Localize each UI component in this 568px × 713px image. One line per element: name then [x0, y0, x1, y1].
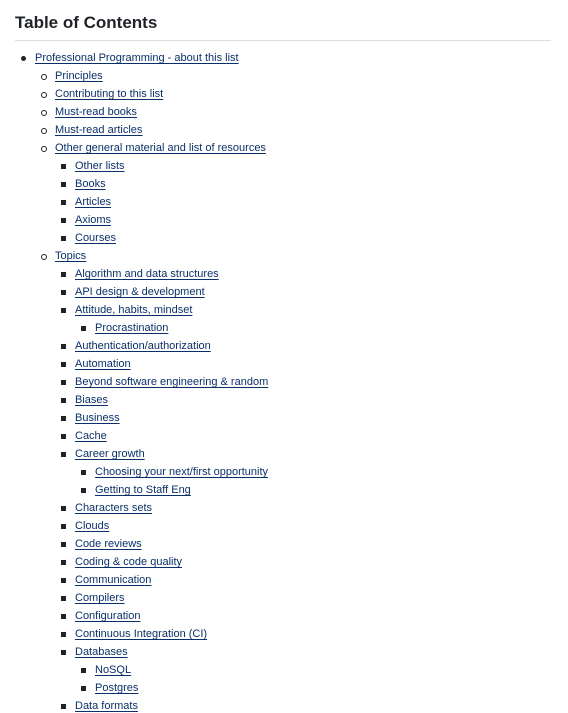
- toc-link-must-read-articles[interactable]: Must-read articles: [55, 124, 143, 136]
- list-bullet-icon: [61, 578, 66, 583]
- toc-link-coding-and-code-quality[interactable]: Coding & code quality: [75, 556, 183, 568]
- toc-link-code-reviews[interactable]: Code reviews: [75, 538, 142, 550]
- toc-item: [55, 231, 551, 245]
- toc-link-getting-to-staff-eng[interactable]: Getting to Staff Eng: [95, 484, 191, 496]
- toc-item: [75, 465, 551, 479]
- list-bullet-icon: [41, 92, 47, 98]
- toc-link-authentication-authorization[interactable]: Authentication/authorization: [75, 340, 211, 352]
- toc-link-beyond-software-engineering-and-random[interactable]: Beyond software engineering & random: [75, 376, 269, 388]
- list-bullet-icon: [61, 236, 66, 241]
- toc-item: [55, 159, 551, 173]
- list-bullet-icon: [81, 326, 86, 331]
- toc-link-books[interactable]: Books: [75, 178, 106, 190]
- document: [15, 0, 551, 713]
- toc-item: [55, 447, 551, 497]
- toc-item: [55, 375, 551, 389]
- list-bullet-icon: [21, 56, 26, 61]
- list-bullet-icon: [81, 488, 86, 493]
- toc-sublist: [75, 663, 551, 695]
- list-bullet-icon: [61, 182, 66, 187]
- toc-item: [55, 555, 551, 569]
- list-bullet-icon: [41, 128, 47, 134]
- toc-link-algorithm-and-data-structures[interactable]: Algorithm and data structures: [75, 268, 219, 280]
- toc-link-business[interactable]: Business: [75, 412, 120, 424]
- toc-link-must-read-books[interactable]: Must-read books: [55, 106, 137, 118]
- toc-link-configuration[interactable]: Configuration: [75, 610, 141, 622]
- list-bullet-icon: [61, 542, 66, 547]
- list-bullet-icon: [61, 524, 66, 529]
- list-bullet-icon: [61, 398, 66, 403]
- toc-link-choosing-your-next-first-opportunity[interactable]: Choosing your next/first opportunity: [95, 466, 269, 478]
- toc-link-attitude-habits-mindset[interactable]: Attitude, habits, mindset: [75, 304, 193, 316]
- toc-item: [55, 285, 551, 299]
- toc-item: [55, 591, 551, 605]
- toc-link-other-lists[interactable]: Other lists: [75, 160, 125, 172]
- toc-item: [55, 303, 551, 335]
- list-bullet-icon: [41, 110, 47, 116]
- toc-link-clouds[interactable]: Clouds: [75, 520, 110, 532]
- toc-link-other-general-material-and-list-of-resources[interactable]: Other general material and list of resources: [55, 142, 266, 154]
- toc-item: [55, 177, 551, 191]
- list-bullet-icon: [61, 416, 66, 421]
- list-bullet-icon: [61, 614, 66, 619]
- toc-list: [15, 51, 551, 713]
- toc-link-articles[interactable]: Articles: [75, 196, 112, 208]
- toc-item: [55, 699, 551, 713]
- toc-item: [55, 213, 551, 227]
- toc-sublist: [75, 321, 551, 335]
- list-bullet-icon: [61, 344, 66, 349]
- list-bullet-icon: [61, 218, 66, 223]
- list-bullet-icon: [61, 650, 66, 655]
- toc-link-continuous-integration-ci[interactable]: Continuous Integration (CI): [75, 628, 208, 640]
- list-bullet-icon: [41, 254, 47, 260]
- toc-item: [55, 195, 551, 209]
- toc-link-biases[interactable]: Biases: [75, 394, 109, 406]
- toc-item: [55, 519, 551, 533]
- list-bullet-icon: [61, 164, 66, 169]
- toc-link-compilers[interactable]: Compilers: [75, 592, 125, 604]
- toc-item: [55, 429, 551, 443]
- toc-link-characters-sets[interactable]: Characters sets: [75, 502, 153, 514]
- toc-link-databases[interactable]: Databases: [75, 646, 128, 658]
- toc-link-communication[interactable]: Communication: [75, 574, 152, 586]
- toc-link-axioms[interactable]: Axioms: [75, 214, 112, 226]
- toc-link-data-formats[interactable]: Data formats: [75, 700, 138, 712]
- list-bullet-icon: [81, 470, 86, 475]
- toc-link-professional-programming-about-this-list[interactable]: Professional Programming - about this list: [35, 52, 239, 64]
- list-bullet-icon: [61, 560, 66, 565]
- toc-item: [55, 645, 551, 695]
- toc-sublist: [75, 465, 551, 497]
- toc-item: [35, 69, 551, 83]
- toc-item: [35, 105, 551, 119]
- toc-sublist: [55, 267, 551, 713]
- list-bullet-icon: [81, 686, 86, 691]
- toc-link-api-design-and-development[interactable]: API design & development: [75, 286, 205, 298]
- toc-item: [55, 411, 551, 425]
- toc-item: [75, 663, 551, 677]
- toc-item: [15, 51, 551, 713]
- list-bullet-icon: [41, 146, 47, 152]
- toc-item: [35, 87, 551, 101]
- toc-item: [75, 321, 551, 335]
- toc-heading: Table of Contents: [15, 13, 551, 41]
- toc-link-principles[interactable]: Principles: [55, 70, 103, 82]
- toc-item: [35, 249, 551, 713]
- toc-link-career-growth[interactable]: Career growth: [75, 448, 145, 460]
- toc-item: [55, 627, 551, 641]
- toc-link-courses[interactable]: Courses: [75, 232, 116, 244]
- list-bullet-icon: [61, 380, 66, 385]
- list-bullet-icon: [61, 506, 66, 511]
- toc-sublist: [55, 159, 551, 245]
- list-bullet-icon: [41, 74, 47, 80]
- toc-item: [75, 483, 551, 497]
- toc-link-procrastination[interactable]: Procrastination: [95, 322, 169, 334]
- toc-item: [55, 267, 551, 281]
- list-bullet-icon: [61, 272, 66, 277]
- toc-link-topics[interactable]: Topics: [55, 250, 87, 262]
- toc-item: [55, 501, 551, 515]
- toc-link-cache[interactable]: Cache: [75, 430, 107, 442]
- list-bullet-icon: [61, 290, 66, 295]
- list-bullet-icon: [61, 632, 66, 637]
- list-bullet-icon: [61, 308, 66, 313]
- list-bullet-icon: [61, 434, 66, 439]
- toc-item: [35, 123, 551, 137]
- toc-item: [75, 681, 551, 695]
- toc-item: [55, 393, 551, 407]
- toc-link-nosql[interactable]: NoSQL: [95, 664, 132, 676]
- toc-link-postgres[interactable]: Postgres: [95, 682, 139, 694]
- toc-item: [55, 609, 551, 623]
- list-bullet-icon: [81, 668, 86, 673]
- toc-item: [55, 537, 551, 551]
- list-bullet-icon: [61, 596, 66, 601]
- toc-item: [55, 357, 551, 371]
- list-bullet-icon: [61, 362, 66, 367]
- toc-sublist: [35, 69, 551, 713]
- list-bullet-icon: [61, 200, 66, 205]
- toc-item: [35, 141, 551, 245]
- toc-link-contributing-to-this-list[interactable]: Contributing to this list: [55, 88, 164, 100]
- toc-item: [55, 573, 551, 587]
- toc-link-automation[interactable]: Automation: [75, 358, 131, 370]
- list-bullet-icon: [61, 452, 66, 457]
- list-bullet-icon: [61, 704, 66, 709]
- toc-item: [55, 339, 551, 353]
